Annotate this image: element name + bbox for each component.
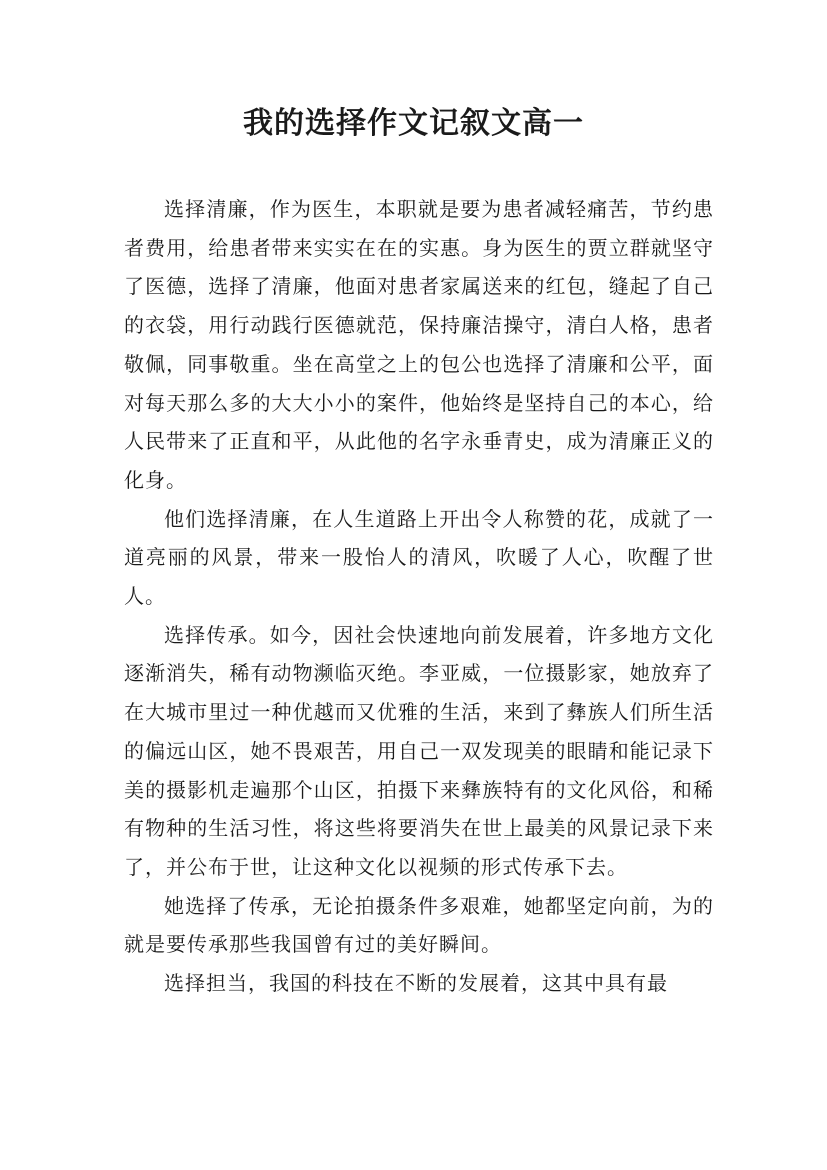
paragraph: 她选择了传承，无论拍摄条件多艰难，她都坚定向前，为的就是要传承那些我国曾有过的美好瞬间。 (124, 893, 714, 957)
paragraph: 他们选择清廉，在人生道路上开出令人称赞的花，成就了一道亮丽的风景，带来一股怡人的清风，吹暖了人心，吹醒了世人。 (124, 506, 714, 609)
document-title: 我的选择作文记叙文高一 (243, 106, 584, 141)
paragraph: 选择担当，我国的科技在不断的发展着，这其中具有最 (164, 971, 668, 996)
paragraph: 选择传承。如今，因社会快速地向前发展着，许多地方文化逐渐消失，稀有动物濒临灭绝。李亚威，一位摄影家，她放弃了在大城市里过一种优越而又优雅的生活，来到了彝族人们所生活的偏远山区，她不畏艰苦，用自己一双发现美的眼睛和能记录下美的摄影机走遍那个山区，拍摄下来彝族特有的文化风俗，和稀有物种的生活习性，将这些将要消失在世上最美的风景记录下来了，并公布于世，让这种文化以视频的形式传承下去。 (124, 622, 714, 879)
paragraph: 选择清廉，作为医生，本职就是要为患者减轻痛苦，节约患者费用，给患者带来实实在在的实惠。身为医生的贾立群就坚守了医德，选择了清廉，他面对患者家属送来的红包，缝起了自己的衣袋，用行动践行医德就范，保持廉洁操守，清白人格，患者敬佩，同事敬重。坐在高堂之上的包公也选择了清廉和公平，面对每天那么多的大大小小的案件，他始终是坚持自己的本心，给人民带来了正直和平，从此他的名字永垂青史，成为清廉正义的化身。 (124, 197, 714, 492)
document-body (124, 190, 714, 1003)
